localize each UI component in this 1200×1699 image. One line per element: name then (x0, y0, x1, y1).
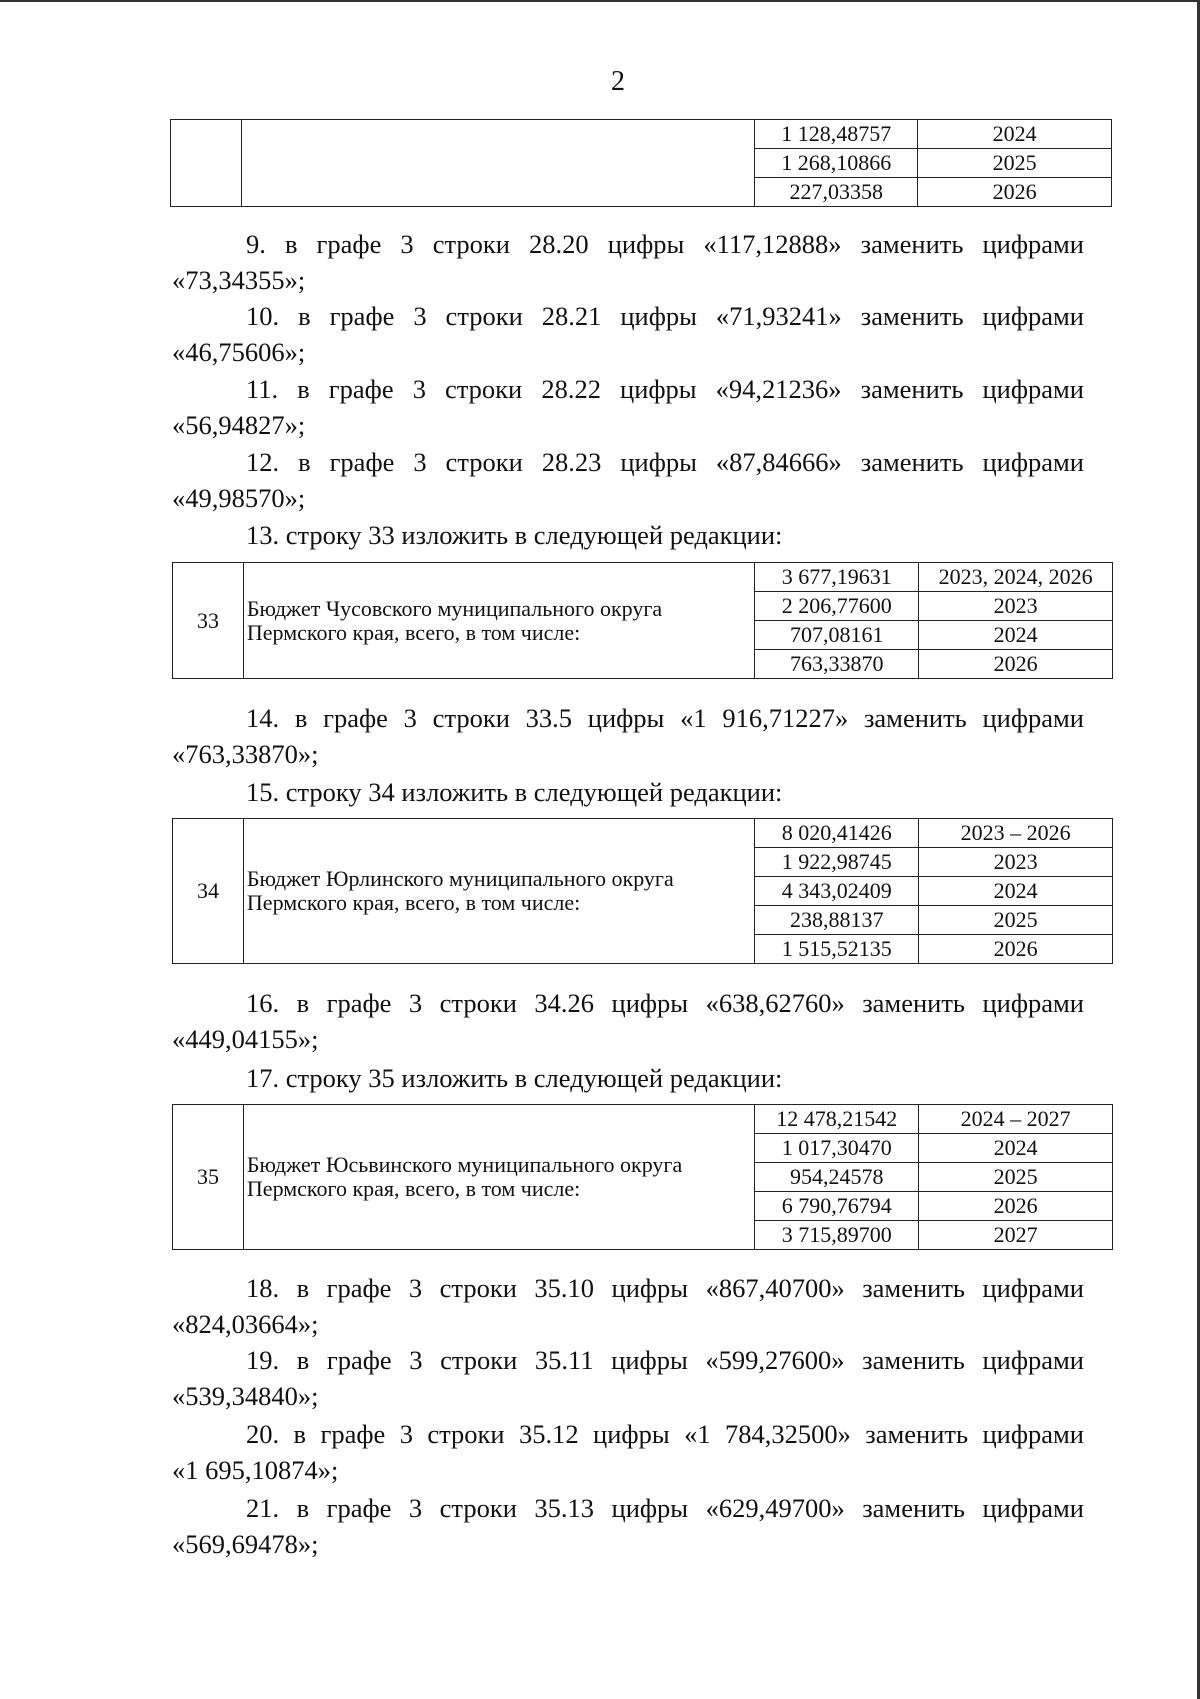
description-line: Бюджет Чусовского муниципального округа (246, 595, 663, 621)
amount-cell: 2 206,77600 (755, 592, 919, 621)
page-number: 2 (611, 66, 625, 97)
year-cell: 2023 – 2026 (919, 819, 1113, 848)
year-cell: 2025 (919, 906, 1113, 935)
year-cell: 2025 (918, 149, 1112, 178)
amount-cell: 1 515,52135 (755, 935, 919, 964)
table-row-34 (172, 818, 1113, 964)
description-cell (243, 819, 754, 964)
paragraph-line: 9. в графе 3 строки 28.20 цифры «117,12888» заменить цифрами (246, 229, 1084, 259)
paragraph-line: «56,94827»; (172, 410, 306, 440)
paragraph-line: «569,69478»; (172, 1529, 319, 1559)
paragraph-line: 20. в графе 3 строки 35.12 цифры «1 784,32500» заменить цифрами (246, 1419, 1084, 1449)
table-row (171, 120, 1112, 149)
description-line: Пермского края, всего, в том числе: (246, 1176, 581, 1201)
table-row (173, 1105, 1113, 1134)
description-line: Бюджет Юсьвинского муниципального округа (246, 1152, 683, 1177)
description-cell (243, 563, 754, 679)
paragraph-item-17: 17. строку 35 изложить в следующей редакции: (246, 1063, 783, 1093)
year-cell: 2026 (919, 650, 1113, 679)
amount-cell: 1 128,48757 (755, 120, 918, 149)
paragraph-line: «46,75606»; (172, 337, 306, 367)
paragraph-item-9 (172, 226, 1084, 298)
year-cell: 2026 (918, 178, 1112, 207)
year-cell: 2027 (919, 1221, 1113, 1250)
top-table (170, 119, 1112, 207)
paragraph-item-18 (172, 1270, 1084, 1342)
paragraph-item-19 (172, 1342, 1084, 1414)
paragraph-item-14 (172, 700, 1084, 772)
year-cell: 2026 (919, 1192, 1113, 1221)
paragraph-item-21 (172, 1490, 1084, 1562)
paragraph-item-13: 13. строку 33 изложить в следующей редакции: (246, 520, 783, 550)
paragraph-item-12 (172, 444, 1084, 516)
table-row (173, 563, 1113, 592)
year-cell: 2023 (919, 592, 1113, 621)
description-line: Пермского края, всего, в том числе: (246, 890, 581, 915)
amount-cell: 4 343,02409 (755, 877, 919, 906)
year-cell: 2025 (919, 1163, 1113, 1192)
table-row (173, 819, 1113, 848)
paragraph-line: «539,34840»; (172, 1381, 319, 1411)
paragraph-line: 21. в графе 3 строки 35.13 цифры «629,49700» заменить цифрами (246, 1493, 1084, 1523)
year-cell: 2024 (919, 877, 1113, 906)
number-cell (171, 120, 242, 207)
year-cell: 2026 (919, 935, 1113, 964)
paragraph-item-15: 15. строку 34 изложить в следующей редакции: (246, 777, 783, 807)
paragraph-line: «449,04155»; (172, 1024, 319, 1054)
paragraph-line: 19. в графе 3 строки 35.11 цифры «599,27600» заменить цифрами (246, 1345, 1084, 1375)
table-row-35 (172, 1104, 1113, 1250)
row-number-cell: 34 (173, 819, 244, 964)
amount-cell: 763,33870 (755, 650, 919, 679)
amount-cell: 227,03358 (755, 178, 918, 207)
paragraph-line: «1 695,10874»; (172, 1455, 339, 1485)
amount-cell: 1 268,10866 (755, 149, 918, 178)
amount-cell: 3 715,89700 (755, 1221, 919, 1250)
description-cell (241, 120, 754, 207)
paragraph-line: 14. в графе 3 строки 33.5 цифры «1 916,71227» заменить цифрами (246, 703, 1084, 733)
amount-cell: 1 017,30470 (755, 1134, 919, 1163)
row-number-cell: 35 (173, 1105, 244, 1250)
amount-cell: 954,24578 (755, 1163, 919, 1192)
amount-cell: 3 677,19631 (755, 563, 919, 592)
table-row-33 (172, 562, 1113, 679)
year-cell: 2023 (919, 848, 1113, 877)
paragraph-line: «763,33870»; (172, 739, 319, 769)
amount-cell: 707,08161 (755, 621, 919, 650)
year-cell: 2024 – 2027 (919, 1105, 1113, 1134)
paragraph-item-11 (172, 371, 1084, 443)
row-number-cell: 33 (173, 563, 244, 679)
year-cell: 2024 (918, 120, 1112, 149)
paragraph-item-10 (172, 298, 1084, 370)
description-line: Пермского края, всего, в том числе: (246, 619, 581, 645)
paragraph-line: «73,34355»; (172, 265, 306, 295)
year-cell: 2023, 2024, 2026 (919, 563, 1113, 592)
paragraph-line: 16. в графе 3 строки 34.26 цифры «638,62760» заменить цифрами (246, 988, 1084, 1018)
description-line: Бюджет Юрлинского муниципального округа (246, 866, 674, 891)
paragraph-line: 11. в графе 3 строки 28.22 цифры «94,21236» заменить цифрами (246, 374, 1084, 404)
amount-cell: 6 790,76794 (755, 1192, 919, 1221)
paragraph-item-16 (172, 985, 1084, 1057)
paragraph-line: 18. в графе 3 строки 35.10 цифры «867,40700» заменить цифрами (246, 1273, 1084, 1303)
paragraph-line: 10. в графе 3 строки 28.21 цифры «71,93241» заменить цифрами (246, 301, 1084, 331)
amount-cell: 12 478,21542 (755, 1105, 919, 1134)
year-cell: 2024 (919, 1134, 1113, 1163)
paragraph-line: «824,03664»; (172, 1309, 319, 1339)
amount-cell: 1 922,98745 (755, 848, 919, 877)
paragraph-line: 12. в графе 3 строки 28.23 цифры «87,84666» заменить цифрами (246, 447, 1084, 477)
year-cell: 2024 (919, 621, 1113, 650)
amount-cell: 8 020,41426 (755, 819, 919, 848)
paragraph-item-20 (172, 1416, 1084, 1488)
description-cell (243, 1105, 754, 1250)
amount-cell: 238,88137 (755, 906, 919, 935)
paragraph-line: «49,98570»; (172, 483, 306, 513)
scan-border-top (0, 0, 1200, 2)
